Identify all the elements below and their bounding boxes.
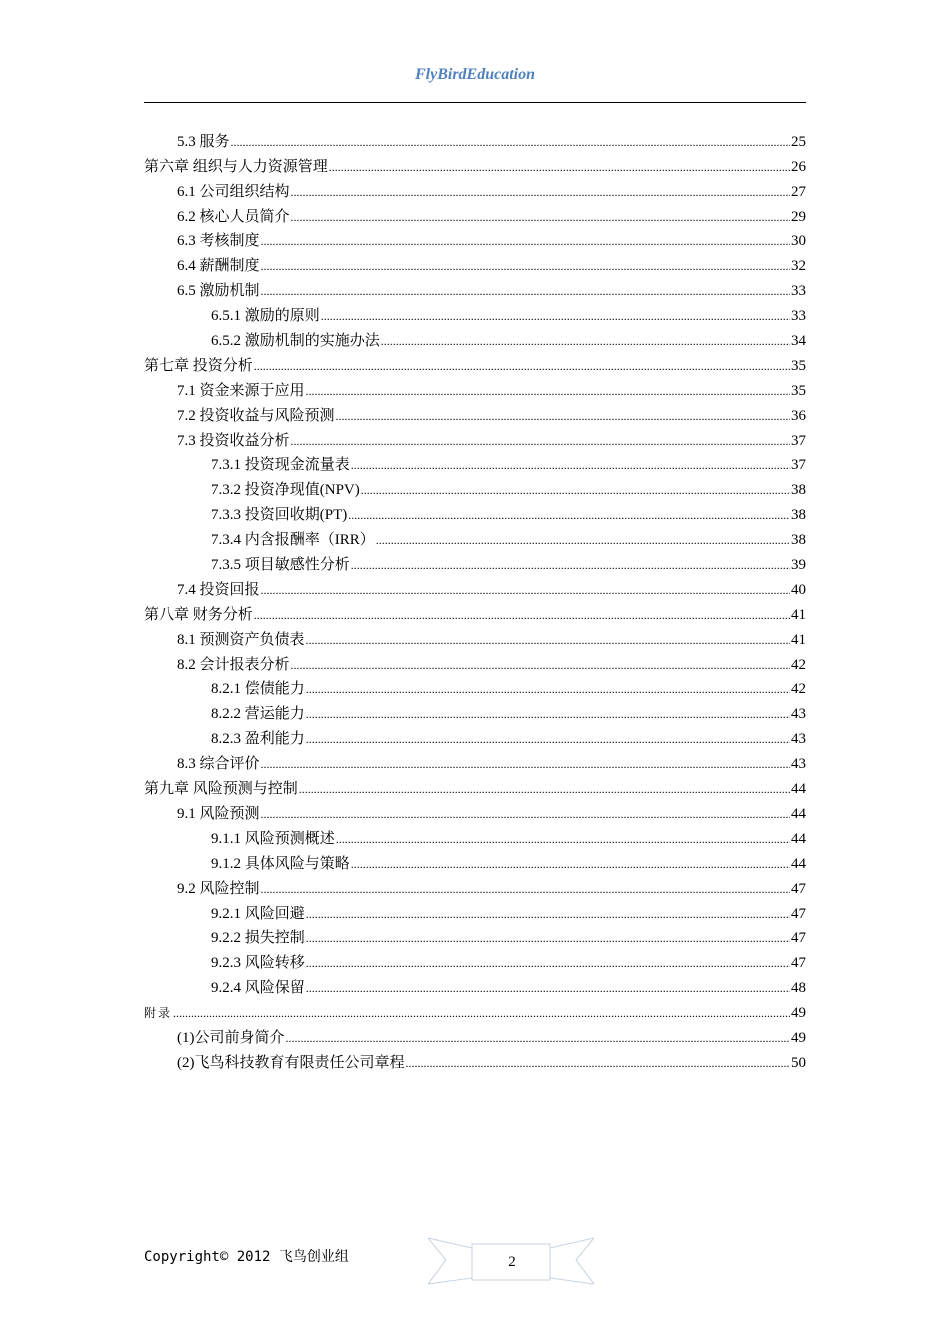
toc-dot-leader [291,432,790,450]
toc-dot-leader [306,382,790,400]
toc-entry[interactable] [144,698,806,723]
header-rule [144,102,806,103]
toc-entry-title: 7.1 资金来源于应用 [177,382,305,399]
toc-entry[interactable] [144,375,806,400]
toc-entry-title: 6.4 薪酬制度 [177,258,260,275]
toc-entry[interactable] [144,823,806,848]
toc-dot-leader [261,282,790,300]
toc-entry-page: 38 [791,532,806,549]
toc-entry-title: 7.3.2 投资净现值(NPV) [211,482,360,499]
toc-entry-title: 7.3.5 项目敏感性分析 [211,557,350,574]
toc-entry[interactable] [144,997,806,1022]
toc-entry-page: 47 [791,880,806,897]
toc-entry-page: 27 [791,183,806,200]
toc-entry-page: 43 [791,731,806,748]
toc-entry[interactable] [144,300,806,325]
toc-entry[interactable] [144,848,806,873]
toc-entry-title: 8.1 预测资产负债表 [177,631,305,648]
toc-dot-leader [261,232,790,250]
toc-entry[interactable] [144,226,806,251]
toc-entry[interactable] [144,400,806,425]
toc-dot-leader [261,805,790,823]
toc-dot-leader [306,954,790,972]
toc-entry-page: 49 [791,1005,806,1022]
toc-entry[interactable] [144,250,806,275]
toc-entry[interactable] [144,549,806,574]
toc-entry-title: 第九章 风险预测与控制 [144,781,298,798]
toc-entry-page: 44 [791,781,806,798]
toc-entry-title: 9.2 风险控制 [177,880,260,897]
toc-entry-page: 41 [791,606,806,623]
toc-entry-page: 25 [791,133,806,150]
toc-dot-leader [351,556,790,574]
toc-entry[interactable] [144,649,806,674]
toc-entry-title: 6.5.1 激励的原则 [211,308,320,325]
toc-entry[interactable] [144,201,806,226]
toc-entry-page: 26 [791,158,806,175]
toc-entry[interactable] [144,499,806,524]
toc-entry-page: 47 [791,955,806,972]
toc-entry[interactable] [144,151,806,176]
toc-dot-leader [351,456,790,474]
table-of-contents [144,126,806,1072]
toc-entry-page: 39 [791,557,806,574]
toc-entry[interactable] [144,1047,806,1072]
toc-entry[interactable] [144,773,806,798]
toc-dot-leader [261,257,790,275]
toc-dot-leader [336,830,790,848]
toc-entry-page: 42 [791,656,806,673]
toc-entry[interactable] [144,474,806,499]
toc-dot-leader [381,332,790,350]
toc-dot-leader [291,656,790,674]
toc-dot-leader [291,208,790,226]
toc-entry-page: 42 [791,681,806,698]
toc-entry-title: 7.4 投资回报 [177,581,260,598]
toc-dot-leader [261,880,790,898]
toc-dot-leader [291,183,790,201]
toc-dot-leader [261,755,790,773]
toc-dot-leader [306,680,790,698]
toc-dot-leader [261,581,790,599]
toc-entry-title: (1)公司前身简介 [177,1029,285,1046]
toc-entry-title: 8.3 综合评价 [177,756,260,773]
toc-entry-title: (2)飞鸟科技教育有限责任公司章程 [177,1054,405,1071]
toc-dot-leader [361,481,790,499]
toc-entry-page: 33 [791,308,806,325]
toc-entry-title: 7.3.4 内含报酬率（IRR） [211,532,375,549]
toc-entry[interactable] [144,923,806,948]
toc-dot-leader [406,1054,791,1072]
toc-entry-title: 7.3 投资收益分析 [177,432,290,449]
toc-entry-page: 44 [791,805,806,822]
toc-entry-page: 40 [791,581,806,598]
toc-entry[interactable] [144,524,806,549]
toc-entry[interactable] [144,126,806,151]
toc-dot-leader [306,979,790,997]
page-number: 2 [508,1254,516,1270]
toc-entry-page: 43 [791,706,806,723]
toc-entry-title: 6.5 激励机制 [177,283,260,300]
toc-entry[interactable] [144,176,806,201]
toc-dot-leader [286,1029,791,1047]
toc-entry-title: 8.2.2 营运能力 [211,706,305,723]
toc-entry[interactable] [144,723,806,748]
toc-entry-page: 48 [791,980,806,997]
toc-entry-title: 8.2.1 偿债能力 [211,681,305,698]
toc-entry-page: 38 [791,507,806,524]
toc-entry-title: 附录 [144,1006,173,1021]
toc-entry-page: 43 [791,756,806,773]
toc-dot-leader [306,705,790,723]
toc-dot-leader [336,407,790,425]
toc-entry-page: 32 [791,258,806,275]
toc-entry-title: 7.3.1 投资现金流量表 [211,457,350,474]
toc-entry-page: 29 [791,208,806,225]
toc-entry-title: 9.2.1 风险回避 [211,905,305,922]
toc-dot-leader [306,905,790,923]
toc-dot-leader [254,357,790,375]
toc-entry[interactable] [144,674,806,699]
toc-entry-page: 35 [791,382,806,399]
toc-entry-page: 30 [791,233,806,250]
toc-entry[interactable] [144,275,806,300]
toc-entry-page: 36 [791,407,806,424]
toc-dot-leader [376,531,790,549]
toc-dot-leader [254,606,790,624]
toc-entry-title: 6.2 核心人员简介 [177,208,290,225]
toc-entry-title: 6.1 公司组织结构 [177,183,290,200]
toc-entry[interactable] [144,450,806,475]
toc-entry[interactable] [144,325,806,350]
toc-entry-title: 6.3 考核制度 [177,233,260,250]
toc-entry-page: 38 [791,482,806,499]
toc-entry[interactable] [144,798,806,823]
toc-entry-title: 第八章 财务分析 [144,606,253,623]
toc-entry[interactable] [144,1022,806,1047]
toc-entry[interactable] [144,599,806,624]
toc-entry-title: 9.1.2 具体风险与策略 [211,855,350,872]
toc-entry[interactable] [144,947,806,972]
toc-entry[interactable] [144,425,806,450]
toc-entry-title: 9.2.4 风险保留 [211,980,305,997]
toc-entry[interactable] [144,873,806,898]
toc-dot-leader [321,307,790,325]
toc-entry-title: 8.2.3 盈利能力 [211,731,305,748]
toc-entry[interactable] [144,574,806,599]
toc-entry-page: 34 [791,333,806,350]
toc-entry-page: 50 [791,1054,806,1071]
page-header-title: FlyBirdEducation [414,66,536,83]
toc-entry-title: 7.2 投资收益与风险预测 [177,407,335,424]
toc-entry[interactable] [144,898,806,923]
toc-dot-leader [173,1004,790,1022]
toc-entry-title: 9.2.2 损失控制 [211,930,305,947]
toc-entry-title: 9.1 风险预测 [177,805,260,822]
toc-entry-page: 49 [791,1029,806,1046]
toc-entry-title: 9.2.3 风险转移 [211,955,305,972]
toc-dot-leader [231,133,790,151]
toc-entry-page: 35 [791,357,806,374]
toc-entry-page: 44 [791,855,806,872]
toc-dot-leader [306,929,790,947]
toc-entry-title: 第六章 组织与人力资源管理 [144,158,328,175]
toc-entry-title: 5.3 服务 [177,133,230,150]
toc-entry-title: 第七章 投资分析 [144,357,253,374]
toc-entry-page: 47 [791,905,806,922]
toc-dot-leader [348,506,790,524]
toc-entry[interactable] [144,748,806,773]
toc-dot-leader [299,780,790,798]
toc-entry-title: 8.2 会计报表分析 [177,656,290,673]
footer-copyright: Copyright© 2012 飞鸟创业组 [144,1249,349,1265]
toc-dot-leader [306,730,790,748]
toc-dot-leader [329,158,790,176]
toc-entry-page: 47 [791,930,806,947]
toc-entry-page: 37 [791,432,806,449]
toc-entry-page: 33 [791,283,806,300]
toc-entry-title: 7.3.3 投资回收期(PT) [211,507,348,524]
toc-entry-title: 9.1.1 风险预测概述 [211,830,335,847]
toc-entry[interactable] [144,972,806,997]
toc-entry-page: 37 [791,457,806,474]
toc-entry[interactable] [144,350,806,375]
toc-dot-leader [351,855,790,873]
toc-entry-page: 41 [791,631,806,648]
toc-entry-page: 44 [791,830,806,847]
toc-entry-title: 6.5.2 激励机制的实施办法 [211,333,380,350]
toc-dot-leader [306,631,790,649]
toc-entry[interactable] [144,624,806,649]
